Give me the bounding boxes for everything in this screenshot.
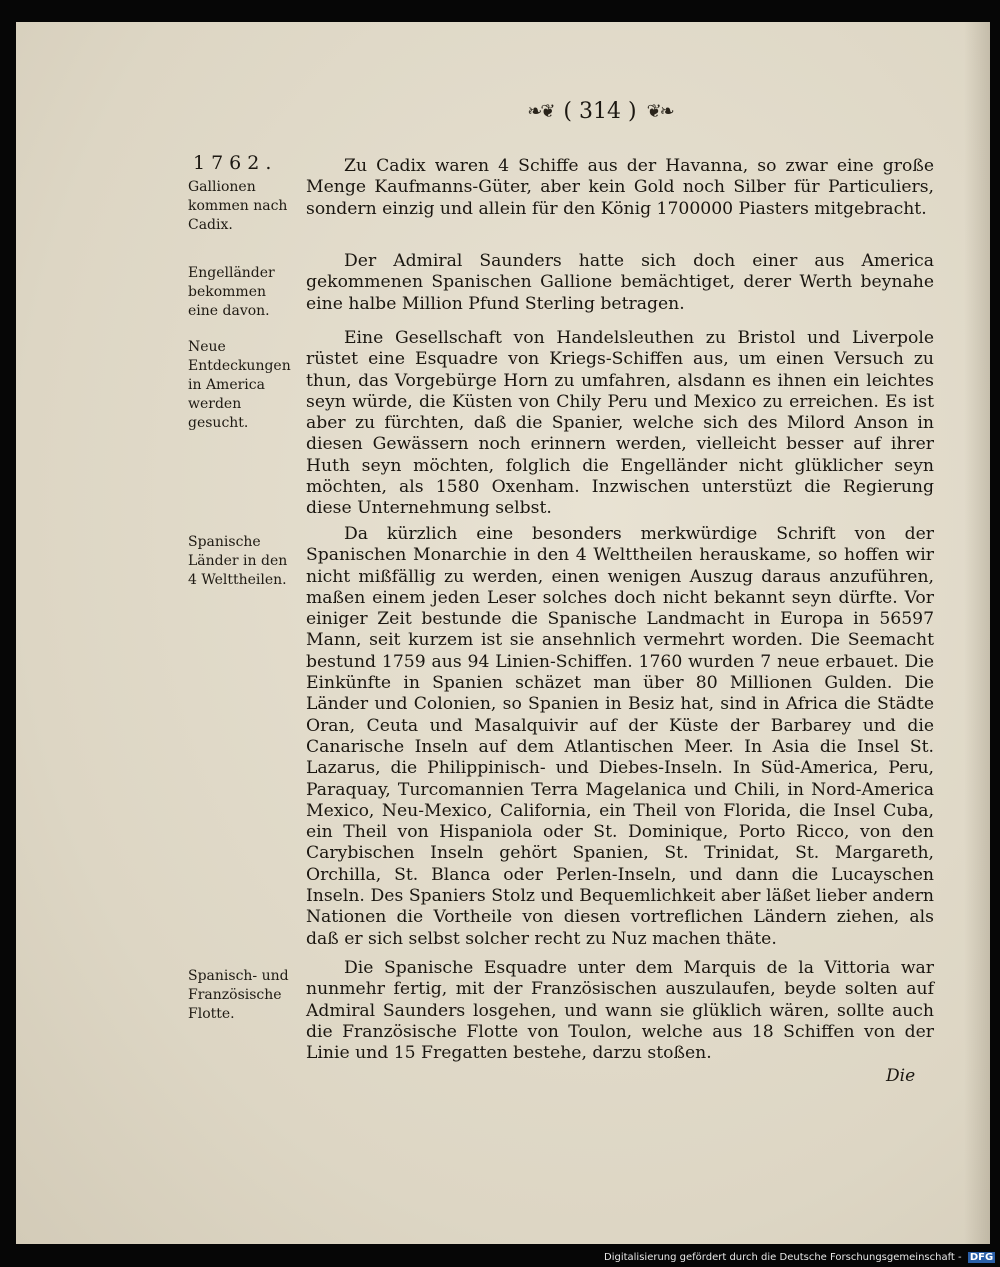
year-label: 1762. (193, 152, 278, 174)
margin-note: Gallionen kommen nach Cadix. (188, 179, 288, 233)
paragraph: Eine Gesellschaft von Handelsleuthen zu Bristol und Liverpole rüstet eine Esquadre von Kriegs-Schiffen aus, um einen Versuch zu thun, das Vorgebürge Horn zu umfahren, alsdann es ihnen ein leichtes seyn würde, die Küsten von Chily Peru und Mexico zu erreichen. Es ist aber zu fürchten, daß die Spanier, welche sich des Milord Anson in diesen Gewässern noch erinnern werden, vielleicht besser auf ihrer Huth seyn möchten, folglich die Engelländer nicht glüklicher seyn möchten, als 1580 Oxenham. Inzwischen unterstüzt die Regierung diese Unternehmung selbst. (306, 328, 934, 519)
margin-note: Engelländer bekommen eine davon. (188, 265, 275, 319)
paragraph: Da kürzlich eine besonders merkwürdige Schrift von der Spanischen Monarchie in den 4 Welttheilen herauskame, so hoffen wir nicht mißfällig zu werden, einen wenigen Auszug daraus anzuführen, maßen einem jeden Leser solches doch nicht bekannt seyn dürfte. Vor einiger Zeit bestunde die Spanische Landmacht in Europa in 56597 Mann, seit kurzem ist sie ansehnlich vermehrt worden. Die Seemacht bestund 1759 aus 94 Linien-Schiffen. 1760 wurden 7 neue erbauet. Die Einkünfte in Spanien schäzet man über 80 Millionen Gulden. Die Länder und Colonien, so Spanien in Besiz hat, sind in Africa die Städte Oran, Ceuta und Masalquivir auf der Küste der Barbarey und die Canarische Inseln auf dem Atlantischen Meer. In Asia die Insel St. Lazarus, die Philippinisch- und Diebes-Inseln. In Süd-America, Peru, Paraquay, Turcomannien Terra Magelanica und Chili, in Nord-America Mexico, Neu-Mexico, California, ein Theil von Florida, die Insel Cuba, ein Theil von Hispaniola oder St. Dominique, Porto Ricco, von den Carybischen Inseln gehört Spanien, St. Trinidat, St. Margareth, Orchilla, St. Blanca oder Perlen-Inseln, und dann die Lucayschen Inseln. Des Spaniers Stolz und Bequemlichkeit aber läßet lieber andern Nationen die Vortheile von diesen vortreflichen Ländern ziehen, als daß er sich selbst solcher recht zu Nuz machen thäte. (306, 524, 934, 949)
page-number: ( 314 ) (563, 98, 637, 124)
paragraph: Die Spanische Esquadre unter dem Marquis de la Vittoria war nunmehr fertig, mit der Französischen auszulaufen, beyde solten auf Admiral Saunders losgehen, und wann sie glüklich wären, sollte auch die Französische Flotte von Toulon, welche aus 18 Schiffen von der Linie und 15 Fregatten bestehe, darzu stoßen. (306, 958, 934, 1064)
credit-text: Digitalisierung gefördert durch die Deutsche Forschungsgemeinschaft - (604, 1252, 962, 1263)
paragraph: Zu Cadix waren 4 Schiffe aus der Havanna, so zwar eine große Menge Kaufmanns-Güter, aber kein Gold noch Silber für Particuliers, sondern einzig und allein für den König 1700000 Piasters mitgebracht. (306, 156, 934, 219)
margin-note: Neue Entdeckungen in America werden gesucht. (188, 339, 291, 431)
digitization-credit (604, 1252, 995, 1263)
margin-note: Spanische Länder in den 4 Welttheilen. (188, 534, 288, 588)
paragraph: Der Admiral Saunders hatte sich doch einer aus America gekommenen Spanischen Gallione bemächtiget, derer Werth beynahe eine halbe Million Pfund Sterling betragen. (306, 251, 934, 314)
page-header (470, 96, 730, 126)
left-ornament-icon: ❧❦ (527, 100, 554, 122)
right-ornament-icon: ❦❧ (646, 100, 673, 122)
dfg-logo: DFG (969, 1252, 994, 1263)
margin-note: Spanisch- und Französische Flotte. (188, 968, 289, 1022)
page-fold-shadow (964, 22, 990, 1244)
catchword: Die (886, 1066, 916, 1086)
